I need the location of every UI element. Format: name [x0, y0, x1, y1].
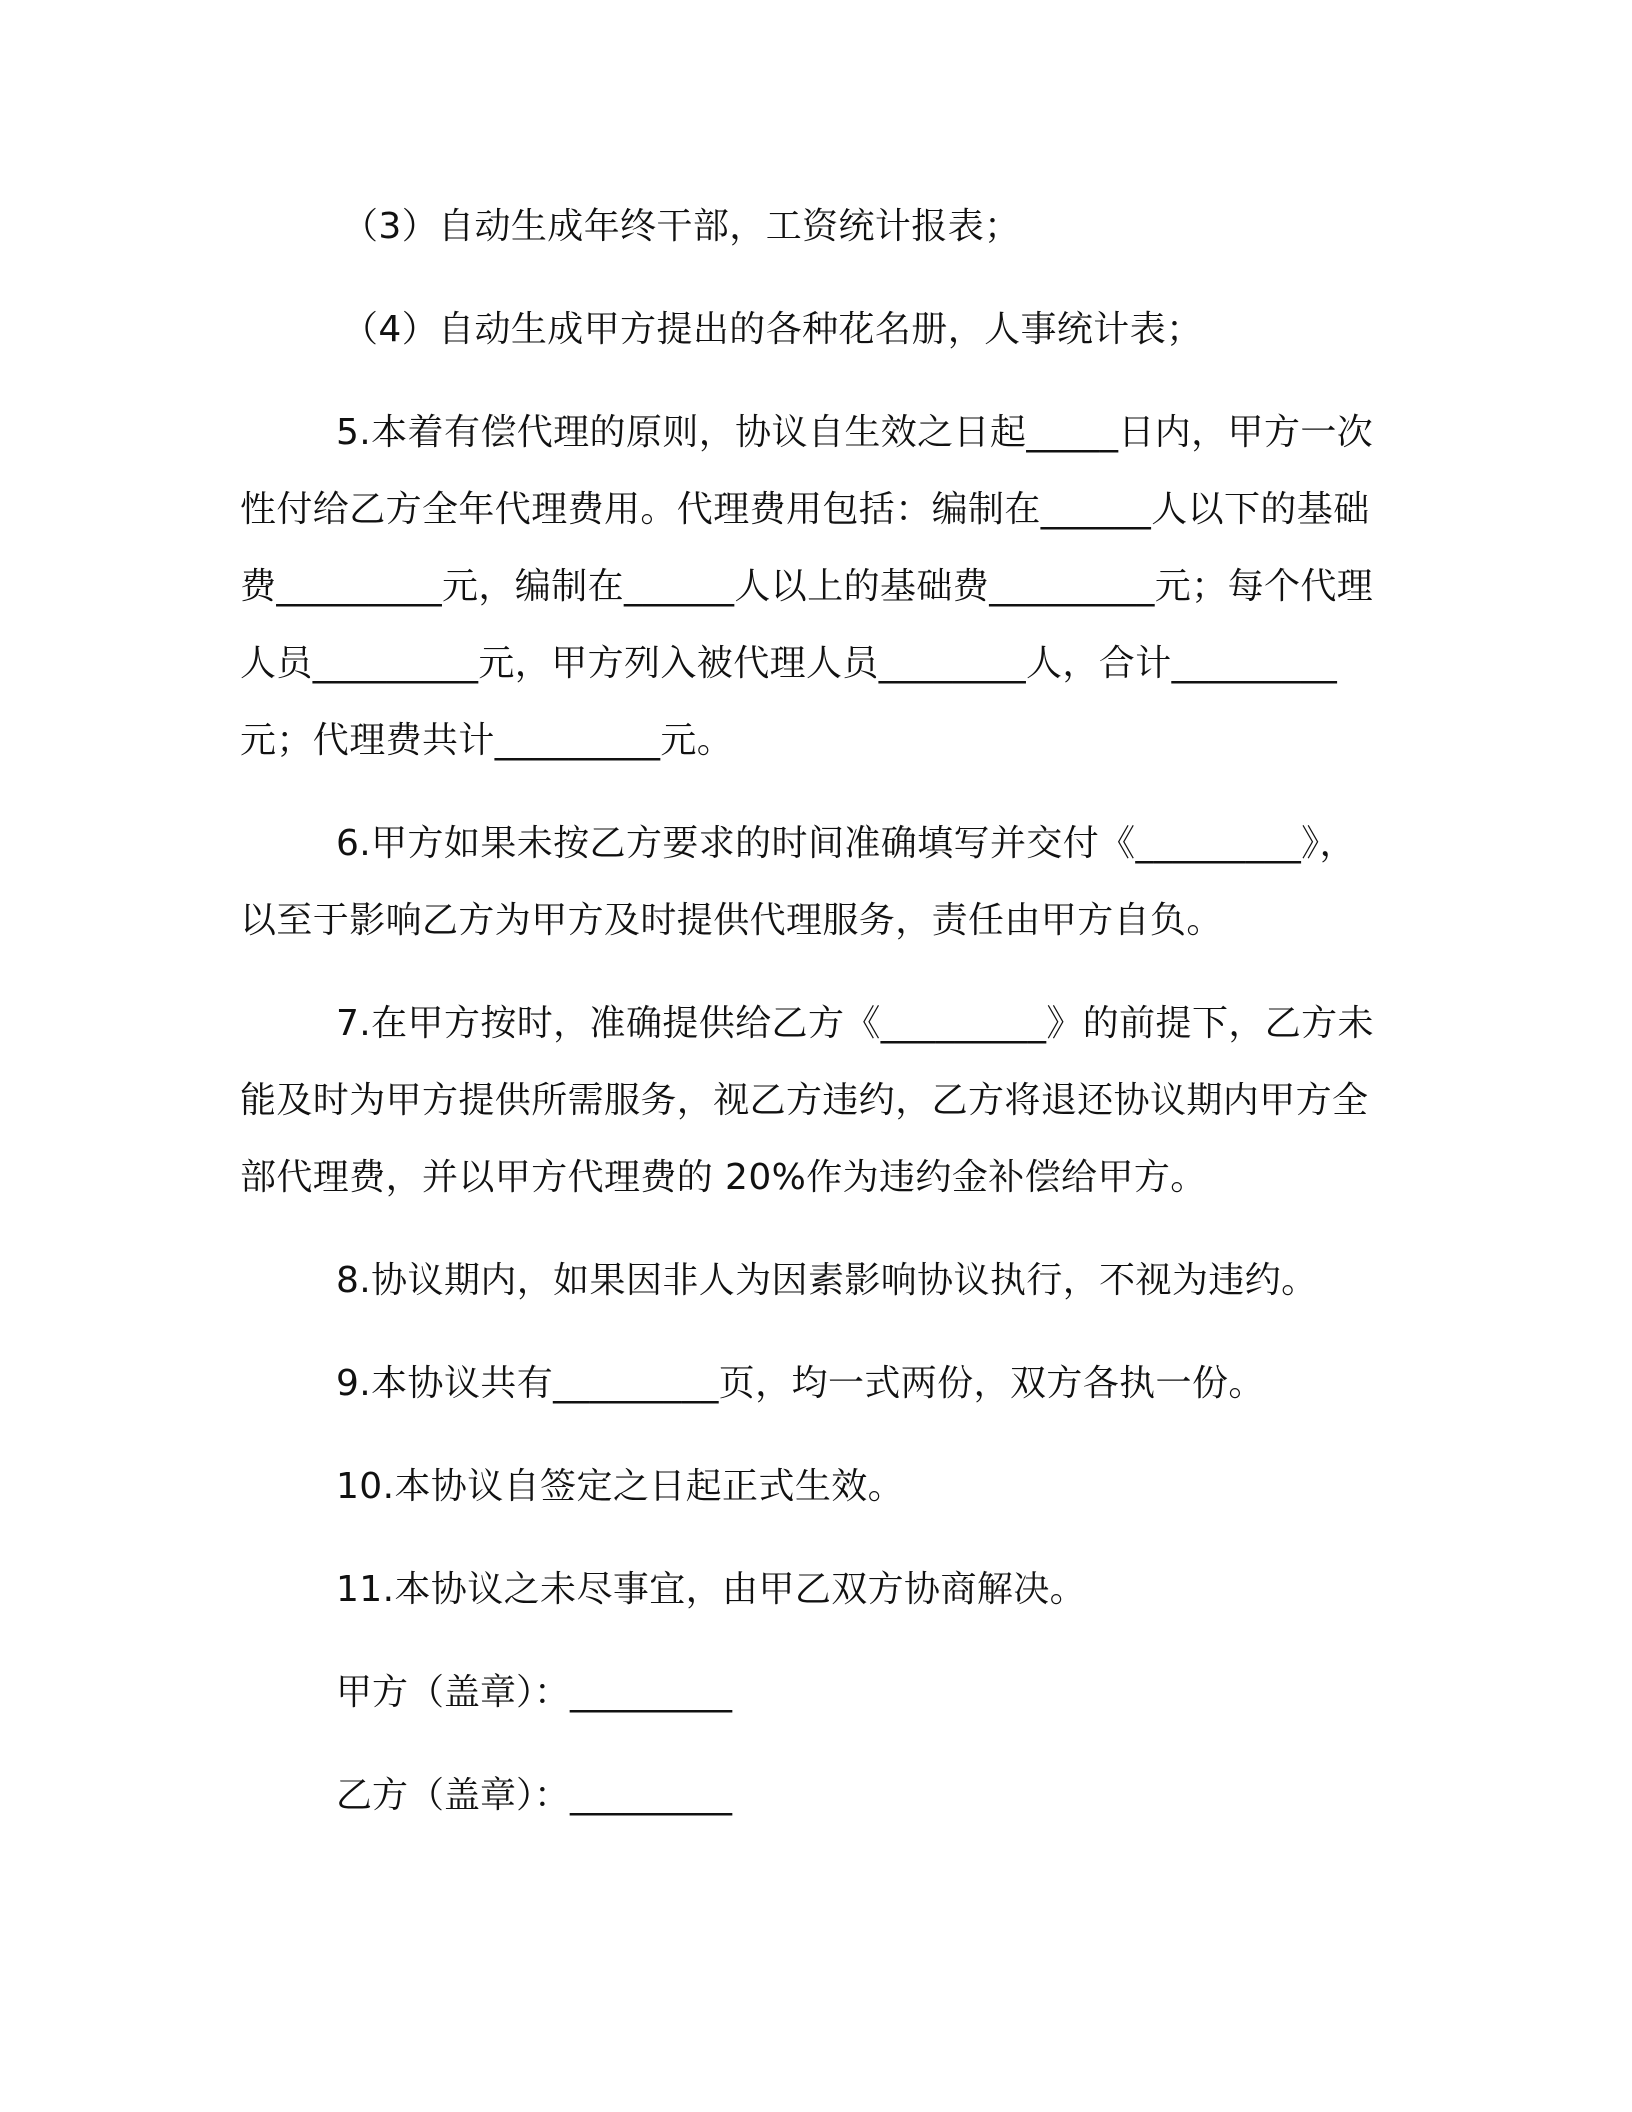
- document-body: [240, 188, 1390, 1834]
- party-b-signature: 乙方（盖章）：_________: [336, 1775, 733, 1816]
- clause-8-force-majeure: 8.协议期内，如果因非人为因素影响协议执行，不视为违约。: [336, 1260, 1318, 1301]
- item-4-auto-generate-rosters: （4）自动生成甲方提出的各种花名册，人事统计表；: [342, 309, 1203, 350]
- clause-7-party-b-breach: 7.在甲方按时，准确提供给乙方《_________》的前提下，乙方未能及时为甲方提供所需服务，视乙方违约，乙方将退还协议期内甲方全部代理费，并以甲方代理费的 20%作为违约金补偿给甲方。: [240, 1003, 1374, 1198]
- item-3-auto-generate-reports: （3）自动生成年终干部，工资统计报表；: [342, 206, 1021, 247]
- clause-11-other-matters: 11.本协议之未尽事宜，由甲乙双方协商解决。: [336, 1569, 1087, 1610]
- party-a-signature: 甲方（盖章）：_________: [336, 1672, 733, 1713]
- clause-5-agency-fees: 5.本着有偿代理的原则，协议自生效之日起_____日内，甲方一次性付给乙方全年代理费用。代理费用包括：编制在______人以下的基础费_________元，编制在______人以上的基础费_________元；每个代理人员_________元，甲方列入被代理人员________人，合计_________元；代理费共计_________元。: [240, 412, 1374, 761]
- clause-6-party-a-responsibility: 6.甲方如果未按乙方要求的时间准确填写并交付《_________》，以至于影响乙方为甲方及时提供代理服务，责任由甲方自负。: [240, 823, 1356, 941]
- clause-10-effective-date: 10.本协议自签定之日起正式生效。: [336, 1466, 905, 1507]
- clause-9-copies: 9.本协议共有_________页，均一式两份，双方各执一份。: [336, 1363, 1265, 1404]
